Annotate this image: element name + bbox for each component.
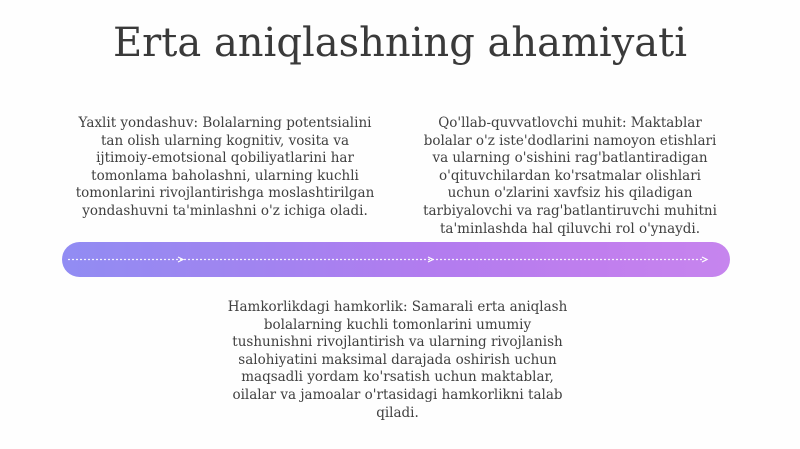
point-supportive-environment: Qo'llab-quvvatlovchi muhit: Maktablar bolalar o'z iste'dodlarini namoyon etishlari va ularning o'sishini rag'batlantiradigan o'qituvchilardan ko'rsatmalar olishlari uchun o'zlarini xavfsiz his qiladigan tarbiyalovchi va rag'batlantiruvchi muhitni ta'minlashda hal qiluvchi rol o'ynaydi. xyxy=(423,115,717,237)
point-holistic-approach: Yaxlit yondashuv: Bolalarning potentsialini tan olish ularning kognitiv, vosita va ijtimoiy-emotsional qobiliyatlarini har tomonlama baholashni, ularning kuchli tomonlarini rivojlantirishga moslashtirilgan yondashuvni ta'minlashni o'z ichiga oladi. xyxy=(75,115,375,219)
slide-title: Erta aniqlashning ahamiyati xyxy=(112,20,688,66)
timeline-bar xyxy=(62,242,730,277)
timeline-arrows xyxy=(62,242,730,277)
point-collaboration: Hamkorlikdagi hamkorlik: Samarali erta aniqlash bolalarning kuchli tomonlarini umumiy tushunishni rivojlantirish va ularning rivojlanish salohiyatini maksimal darajada oshirish uchun maqsadli yordam ko'rsatish uchun maktablar, oilalar va jamoalar o'rtasidagi hamkorlikni talab qiladi. xyxy=(227,299,568,421)
arrow-right-icon xyxy=(702,257,707,262)
